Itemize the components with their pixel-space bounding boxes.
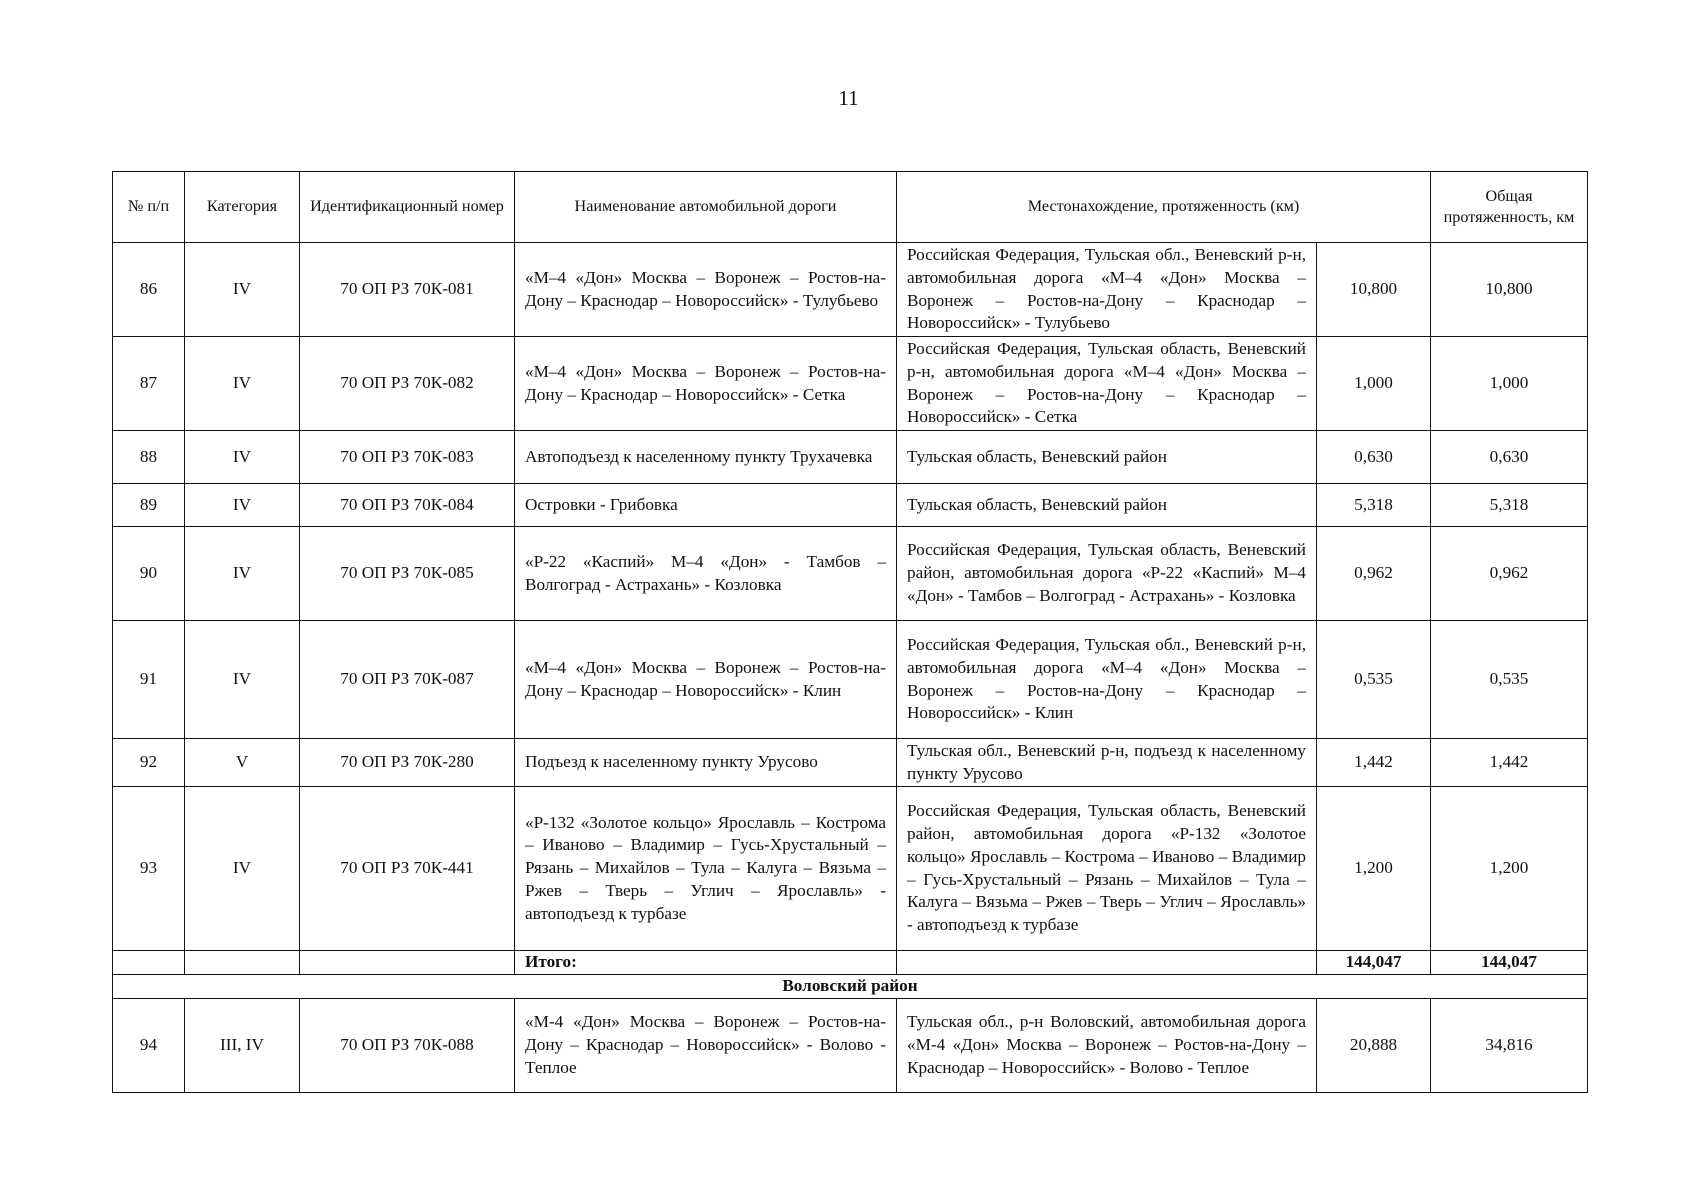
row-total: 10,800 [1431, 243, 1588, 337]
row-category: IV [185, 787, 300, 951]
row-total: 34,816 [1431, 999, 1588, 1093]
row-length: 0,962 [1317, 527, 1431, 621]
roads-table [112, 171, 1588, 1093]
row-id: 70 ОП РЗ 70К-082 [300, 337, 515, 431]
row-id: 70 ОП РЗ 70К-088 [300, 999, 515, 1093]
header-category: Категория [185, 172, 300, 243]
row-total: 0,962 [1431, 527, 1588, 621]
row-category: III, IV [185, 999, 300, 1093]
row-total: 1,200 [1431, 787, 1588, 951]
row-num: 93 [113, 787, 185, 951]
total-total: 144,047 [1431, 951, 1588, 975]
table-row [113, 527, 1588, 621]
row-total: 5,318 [1431, 484, 1588, 527]
row-name: «М–4 «Дон» Москва – Воронеж – Ростов-на-Дону – Краснодар – Новороссийск» - Тулубьево [515, 243, 897, 337]
row-location: Российская Федерация, Тульская область, Веневский район, автомобильная дорога «Р-22 «Каспий» М–4 «Дон» - Тамбов – Волгоград - Астрахань» - Козловка [897, 527, 1317, 621]
row-name: Автоподъезд к населенному пункту Трухачевка [515, 431, 897, 484]
row-name: «М-4 «Дон» Москва – Воронеж – Ростов-на-Дону – Краснодар – Новороссийск» - Волово - Теплое [515, 999, 897, 1093]
row-num: 90 [113, 527, 185, 621]
total-empty-cell [897, 951, 1317, 975]
row-length: 1,442 [1317, 739, 1431, 787]
header-id: Идентификационный номер [300, 172, 515, 243]
header-total: Общая протяженность, км [1431, 172, 1588, 243]
header-num: № п/п [113, 172, 185, 243]
table-row [113, 739, 1588, 787]
table-row [113, 337, 1588, 431]
row-name: «М–4 «Дон» Москва – Воронеж – Ростов-на-Дону – Краснодар – Новороссийск» - Клин [515, 621, 897, 739]
row-length: 5,318 [1317, 484, 1431, 527]
row-location: Тульская обл., Веневский р-н, подъезд к населенному пункту Урусово [897, 739, 1317, 787]
row-id: 70 ОП РЗ 70К-081 [300, 243, 515, 337]
row-total: 1,000 [1431, 337, 1588, 431]
row-location: Тульская область, Веневский район [897, 484, 1317, 527]
row-id: 70 ОП РЗ 70К-084 [300, 484, 515, 527]
row-name: «М–4 «Дон» Москва – Воронеж – Ростов-на-Дону – Краснодар – Новороссийск» - Сетка [515, 337, 897, 431]
row-category: IV [185, 431, 300, 484]
row-length: 1,000 [1317, 337, 1431, 431]
row-location: Российская Федерация, Тульская область, Веневский район, автомобильная дорога «Р-132 «Золотое кольцо» Ярославль – Кострома – Иваново – Владимир – Гусь-Хрустальный – Рязань – Михайлов – Тула – Калуга – Вязьма – Ржев – Тверь – Углич – Ярославль» - автоподъезд к турбазе [897, 787, 1317, 951]
row-length: 20,888 [1317, 999, 1431, 1093]
row-num: 86 [113, 243, 185, 337]
row-total: 1,442 [1431, 739, 1588, 787]
row-num: 94 [113, 999, 185, 1093]
row-location: Российская Федерация, Тульская обл., Веневский р-н, автомобильная дорога «М–4 «Дон» Москва – Воронеж – Ростов-на-Дону – Краснодар – Новороссийск» - Клин [897, 621, 1317, 739]
row-category: IV [185, 484, 300, 527]
table-row [113, 484, 1588, 527]
header-name: Наименование автомобильной дороги [515, 172, 897, 243]
table-row [113, 621, 1588, 739]
row-id: 70 ОП РЗ 70К-085 [300, 527, 515, 621]
row-name: Подъезд к населенному пункту Урусово [515, 739, 897, 787]
row-num: 87 [113, 337, 185, 431]
section-header-row [113, 975, 1588, 999]
row-location: Российская Федерация, Тульская область, Веневский р-н, автомобильная дорога «М–4 «Дон» Москва – Воронеж – Ростов-на-Дону – Краснодар – Новороссийск» - Сетка [897, 337, 1317, 431]
total-label: Итого: [515, 951, 897, 975]
row-total: 0,535 [1431, 621, 1588, 739]
table-header-row [113, 172, 1588, 243]
row-location: Тульская область, Веневский район [897, 431, 1317, 484]
row-length: 0,535 [1317, 621, 1431, 739]
row-category: V [185, 739, 300, 787]
header-location: Местонахождение, протяженность (км) [897, 172, 1431, 243]
row-num: 91 [113, 621, 185, 739]
row-category: IV [185, 337, 300, 431]
row-location: Российская Федерация, Тульская обл., Веневский р-н, автомобильная дорога «М–4 «Дон» Москва – Воронеж – Ростов-на-Дону – Краснодар – Новороссийск» - Тулубьево [897, 243, 1317, 337]
row-id: 70 ОП РЗ 70К-441 [300, 787, 515, 951]
row-name: «Р-132 «Золотое кольцо» Ярославль – Кострома – Иваново – Владимир – Гусь-Хрустальный – Рязань – Михайлов – Тула – Калуга – Вязьма – Ржев – Тверь – Углич – Ярославль» - автоподъезд к турбазе [515, 787, 897, 951]
total-empty-cell [300, 951, 515, 975]
section-title: Воловский район [113, 975, 1588, 999]
row-length: 10,800 [1317, 243, 1431, 337]
table-row [113, 999, 1588, 1093]
row-num: 92 [113, 739, 185, 787]
row-name: Островки - Грибовка [515, 484, 897, 527]
row-location: Тульская обл., р-н Воловский, автомобильная дорога «М-4 «Дон» Москва – Воронеж – Ростов-на-Дону – Краснодар – Новороссийск» - Волово - Теплое [897, 999, 1317, 1093]
row-id: 70 ОП РЗ 70К-083 [300, 431, 515, 484]
row-id: 70 ОП РЗ 70К-087 [300, 621, 515, 739]
row-length: 1,200 [1317, 787, 1431, 951]
row-category: IV [185, 621, 300, 739]
page-number: 11 [838, 86, 859, 110]
total-row [113, 951, 1588, 975]
row-id: 70 ОП РЗ 70К-280 [300, 739, 515, 787]
row-total: 0,630 [1431, 431, 1588, 484]
row-num: 88 [113, 431, 185, 484]
table-row [113, 243, 1588, 337]
total-empty-cell [185, 951, 300, 975]
total-empty-cell [113, 951, 185, 975]
row-category: IV [185, 527, 300, 621]
row-name: «Р-22 «Каспий» М–4 «Дон» - Тамбов – Волгоград - Астрахань» - Козловка [515, 527, 897, 621]
table-row [113, 787, 1588, 951]
total-length: 144,047 [1317, 951, 1431, 975]
row-num: 89 [113, 484, 185, 527]
table-row [113, 431, 1588, 484]
row-length: 0,630 [1317, 431, 1431, 484]
row-category: IV [185, 243, 300, 337]
